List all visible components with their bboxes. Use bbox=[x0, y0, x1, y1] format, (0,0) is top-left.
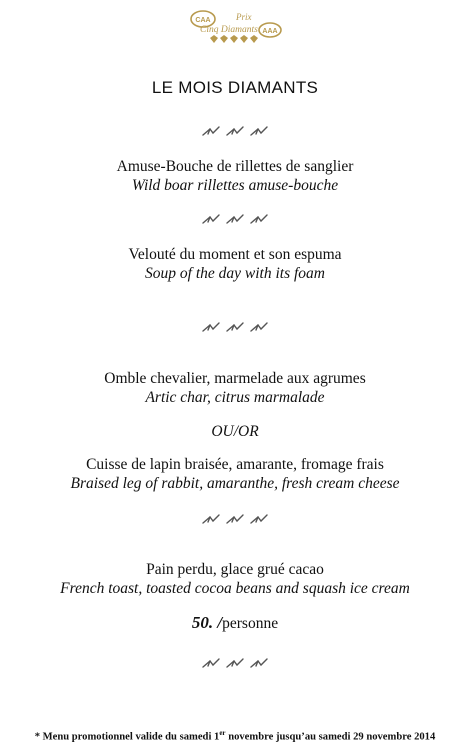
course-5-en: French toast, toasted cocoa beans and squash ice cream bbox=[60, 580, 410, 597]
caa-badge-text: CAA bbox=[195, 17, 211, 24]
course-2-fr: Velouté du moment et son espuma bbox=[128, 246, 342, 263]
diamonds-icon bbox=[210, 35, 258, 43]
course-5-fr: Pain perdu, glace grué cacao bbox=[146, 561, 324, 578]
cinq-diamants-logo-icon bbox=[170, 8, 300, 50]
aaa-badge-text: AAA bbox=[262, 28, 278, 35]
course-3-fr: Omble chevalier, marmelade aux agrumes bbox=[104, 370, 366, 387]
course-4-fr: Cuisse de lapin braisée, amarante, fromage frais bbox=[86, 456, 384, 473]
or-separator: OU/OR bbox=[211, 423, 259, 440]
ornament-3 bbox=[0, 320, 470, 334]
course-2-en: Soup of the day with its foam bbox=[145, 265, 325, 282]
price-amount: 50. / bbox=[191, 613, 223, 632]
logo-line1: Prix bbox=[236, 12, 252, 22]
logo-line2: Cinq Diamants bbox=[200, 25, 258, 35]
footnote-part2: novembre jusqu’au samedi 29 novembre 2014 bbox=[225, 731, 436, 743]
ornament-2 bbox=[0, 212, 470, 226]
footnote-part1: * Menu promotionnel valide du samedi 1 bbox=[34, 731, 220, 743]
footnote-sup: er bbox=[219, 729, 226, 737]
three-birds-ornament-icon bbox=[200, 212, 270, 226]
three-birds-ornament-icon bbox=[200, 512, 270, 526]
course-3-en: Artic char, citrus marmalade bbox=[145, 389, 325, 406]
course-4-en: Braised leg of rabbit, amaranthe, fresh cream cheese bbox=[70, 475, 400, 492]
three-birds-ornament-icon bbox=[200, 124, 270, 138]
price bbox=[0, 613, 470, 633]
price-unit: personne bbox=[222, 615, 279, 632]
three-birds-ornament-icon bbox=[200, 320, 270, 334]
ornament-4 bbox=[0, 512, 470, 526]
ornament-5 bbox=[0, 656, 470, 670]
promo-footnote bbox=[0, 729, 470, 743]
three-birds-ornament-icon bbox=[200, 656, 270, 670]
course-1-en: Wild boar rillettes amuse-bouche bbox=[131, 177, 339, 194]
course-1-fr: Amuse-Bouche de rillettes de sanglier bbox=[116, 158, 354, 175]
menu-title: LE MOIS DIAMANTS bbox=[151, 78, 319, 97]
logo bbox=[0, 8, 470, 48]
ornament-1 bbox=[0, 124, 470, 138]
